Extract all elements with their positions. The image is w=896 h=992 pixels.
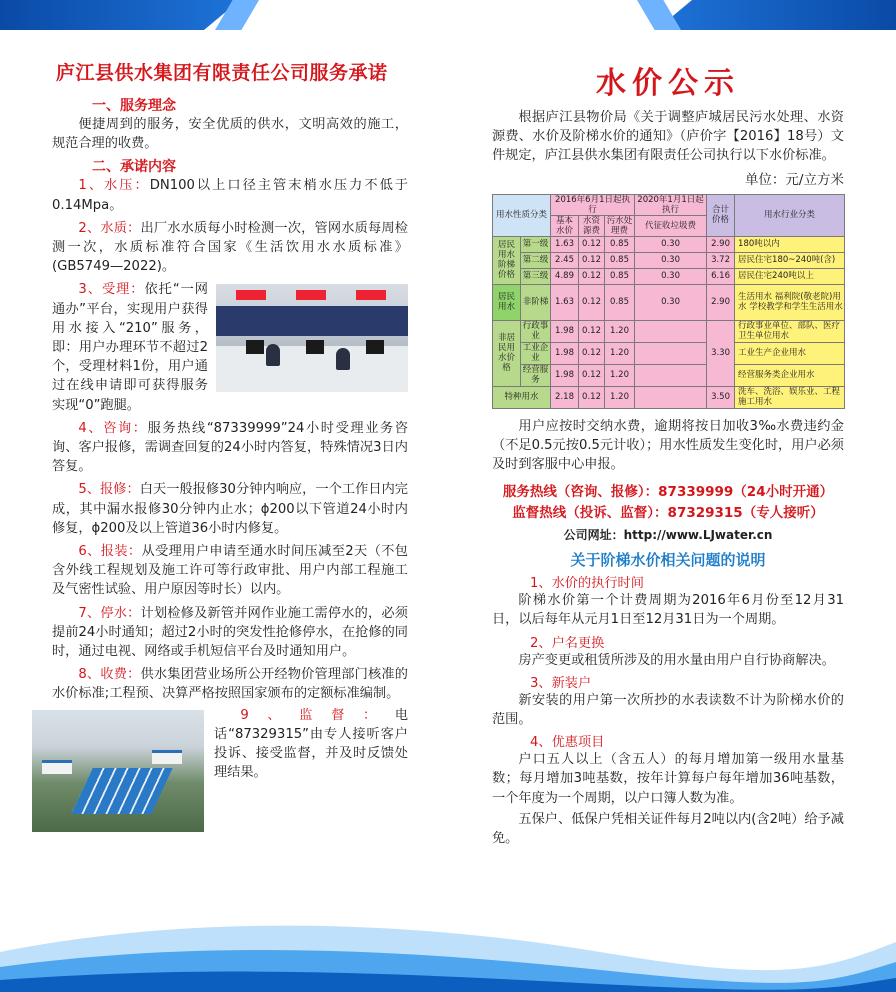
table-cell: 2016年6月1日起执行 — [551, 194, 635, 215]
table-cell: 经营服务 — [521, 364, 551, 386]
table-cell — [635, 320, 707, 342]
table-cell: 第一级 — [521, 236, 551, 252]
table-row — [493, 386, 845, 408]
table-cell: 水资源费 — [579, 215, 605, 236]
section-philosophy-heading: 一、服务理念 — [92, 98, 176, 114]
table-cell: 3.30 — [707, 320, 735, 386]
water-price-column — [492, 58, 844, 848]
note-heading-4: 4、优惠项目 — [530, 735, 605, 751]
table-row — [493, 252, 845, 268]
item-supervision: 9、监督：电话“87329315”由专人接听客户投诉、接受监督，并及时反馈处理结果。 — [52, 706, 408, 783]
table-cell: 0.85 — [605, 252, 635, 268]
table-cell: 居民用水 — [493, 284, 521, 320]
table-cell: 1.20 — [605, 386, 635, 408]
table-cell: 基本水价 — [551, 215, 579, 236]
table-cell: 非阶梯 — [521, 284, 551, 320]
table-cell: 0.30 — [635, 236, 707, 252]
table-cell: 洗车、洗浴、娱乐业、工程施工用水 — [735, 386, 845, 408]
table-cell: 0.12 — [579, 342, 605, 364]
table-cell: 0.85 — [605, 236, 635, 252]
table-cell — [635, 386, 707, 408]
table-cell: 1.98 — [551, 364, 579, 386]
table-cell: 用水行业分类 — [735, 194, 845, 236]
table-cell: 180吨以内 — [735, 236, 845, 252]
water-price-table — [492, 194, 845, 409]
commitment-title: 庐江县供水集团有限责任公司服务承诺 — [56, 62, 388, 84]
table-cell: 工业企业 — [521, 342, 551, 364]
note-text-extra: 五保户、低保户凭相关证件每月2吨以内(含2吨）给予减免。 — [492, 811, 844, 847]
supervision-hotline: 监督热线（投诉、监督）：87329315（专人接听） — [512, 505, 824, 522]
item-water-pressure: 1、水压：DN100以上口径主管末梢水压力不低于0.14Mpa。 — [52, 178, 408, 213]
note-text-4: 户口五人以上（含五人）的每月增加第一级用水量基数；每月增加3吨基数，按年计算每户每年增加36吨基数，一个年度为一个周期，以户口簿人数为准。 — [492, 752, 844, 806]
table-cell: 1.20 — [605, 320, 635, 342]
table-cell: 0.12 — [579, 236, 605, 252]
table-cell: 2.18 — [551, 386, 579, 408]
water-price-title: 水价公示 — [596, 66, 740, 101]
item-water-quality: 2、水质：出厂水水质每小时检测一次，管网水质每周检测一次，水质标准符合国家《生活饮用水水质标准》(GB5749—2022)。 — [52, 220, 408, 275]
table-cell: 3.50 — [707, 386, 735, 408]
table-cell: 0.30 — [635, 284, 707, 320]
note-text-3: 新安装的用户第一次所抄的水表读数不计为阶梯水价的范围。 — [492, 692, 844, 728]
note-heading-2: 2、户名更换 — [530, 635, 605, 651]
table-row — [493, 236, 845, 252]
bottom-wave — [0, 882, 896, 992]
note-heading-1: 1、水价的执行时间 — [530, 576, 644, 592]
company-website[interactable]: 公司网址：http://www.LJwater.cn — [563, 528, 773, 543]
table-cell: 行政事业单位、部队、医疗卫生单位用水 — [735, 320, 845, 342]
table-cell: 第二级 — [521, 252, 551, 268]
table-cell: 合计价格 — [707, 194, 735, 236]
table-cell: 0.85 — [605, 268, 635, 284]
table-cell: 0.12 — [579, 386, 605, 408]
table-cell: 4.89 — [551, 268, 579, 284]
table-cell: 经营服务类企业用水 — [735, 364, 845, 386]
table-cell: 1.20 — [605, 364, 635, 386]
service-hall-photo — [216, 284, 408, 392]
table-cell: 行政事业 — [521, 320, 551, 342]
payment-notice: 用户应按时交纳水费，逾期将按日加收3‰水费违约金（不足0.5元按0.5元计收）；用水性质发生变化时，用户必须及时到客服中心申报。 — [492, 418, 844, 473]
table-cell: 特种用水 — [493, 386, 551, 408]
note-text-1: 阶梯水价第一个计费周期为2016年6月份至12月31日，以后每年从元月1日至12月31日为一个周期。 — [492, 593, 844, 628]
table-cell: 0.12 — [579, 364, 605, 386]
item-consultation: 4、咨询：服务热线“87339999”24小时受理业务咨询、客户报修，需调查回复的24小时内答复，特殊情况3日内答复。 — [52, 420, 408, 475]
table-cell: 居民住宅240吨以上 — [735, 268, 845, 284]
tiered-price-explanation-title: 关于阶梯水价相关问题的说明 — [570, 551, 766, 570]
table-cell: 居民用水阶梯价格 — [493, 236, 521, 284]
item-repair: 5、报修：白天一般报修30分钟内响应，一个工作日内完成，其中漏水报修30分钟内止水；ϕ200以下管道24小时内修复，ϕ200及以上管道36小时内修复。 — [52, 482, 408, 536]
table-row — [493, 320, 845, 342]
table-cell: 0.12 — [579, 320, 605, 342]
table-cell: 0.12 — [579, 284, 605, 320]
section-philosophy-text: 便捷周到的服务，安全优质的供水，文明高效的施工，规范合理的收费。 — [52, 117, 408, 152]
note-heading-3: 3、新装户 — [530, 675, 592, 691]
table-cell: 0.12 — [579, 252, 605, 268]
table-cell: 1.63 — [551, 284, 579, 320]
table-cell: 第三级 — [521, 268, 551, 284]
table-cell — [635, 364, 707, 386]
service-hotline: 服务热线（咨询、报修）：87339999（24小时开通） — [502, 484, 834, 501]
item-charging: 8、收费：供水集团营业场所公开经物价管理部门核准的水价标准;工程预、决算严格按照国家颁布的定额标准编制。 — [52, 667, 408, 702]
water-plant-photo — [32, 710, 204, 832]
table-cell: 居民住宅180~240吨(含) — [735, 252, 845, 268]
table-cell: 2.45 — [551, 252, 579, 268]
item-installation: 6、报装：从受理用户申请至通水时间压减至2天（不包含外线工程规划及施工许可等行政审批、用户内部工程施工及气密性试验、用户原因等时长）以内。 — [52, 544, 408, 598]
table-cell: 1.98 — [551, 342, 579, 364]
table-row — [493, 342, 845, 364]
table-cell: 2020年1月1日起执行 — [635, 194, 707, 215]
top-banner — [0, 0, 896, 34]
table-cell: 2.90 — [707, 284, 735, 320]
table-cell: 1.63 — [551, 236, 579, 252]
table-cell: 工业生产企业用水 — [735, 342, 845, 364]
table-cell: 非居民用水价格 — [493, 320, 521, 386]
item-acceptance: 3、受理：依托“一网通办”平台，实现用户获得用水接入“210”服务，即：用户办理环节不超过2个，受理材料1份，用户通过在线申请即可获得服务实现“0”跑腿。 — [52, 280, 408, 414]
table-cell: 0.30 — [635, 252, 707, 268]
table-row — [493, 284, 845, 320]
table-cell: 6.16 — [707, 268, 735, 284]
table-cell: 用水性质分类 — [493, 194, 551, 236]
table-cell: 2.90 — [707, 236, 735, 252]
table-cell — [635, 342, 707, 364]
item-water-outage: 7、停水：计划检修及新管并网作业施工需停水的，必须提前24小时通知；超过2小时的突发性抢修停水，在抢修的同时，通过电视、网络或手机短信平台及时通知用户。 — [52, 605, 408, 660]
table-cell: 0.30 — [635, 268, 707, 284]
table-cell: 0.85 — [605, 284, 635, 320]
table-row — [493, 268, 845, 284]
service-commitment-column — [52, 58, 408, 832]
section-commitments-heading: 二、承诺内容 — [92, 159, 176, 176]
note-text-2: 房产变更或租赁所涉及的用水量由用户自行协商解决。 — [518, 652, 835, 668]
table-cell: 1.98 — [551, 320, 579, 342]
table-cell: 生活用水 福利院(敬老院)用水 学校教学和学生生活用水 — [735, 284, 845, 320]
price-unit: 单位：元/立方米 — [744, 171, 844, 188]
table-cell: 代征收垃圾费 — [635, 215, 707, 236]
table-cell: 0.12 — [579, 268, 605, 284]
price-intro: 根据庐江县物价局《关于调整庐城居民污水处理、水资源费、水价及阶梯水价的通知》（庐价字【2016】18号）文件规定，庐江县供水集团有限责任公司执行以下水价标准。 — [492, 110, 844, 164]
table-cell: 1.20 — [605, 342, 635, 364]
table-cell: 污水处理费 — [605, 215, 635, 236]
table-cell: 3.72 — [707, 252, 735, 268]
table-row — [493, 364, 845, 386]
